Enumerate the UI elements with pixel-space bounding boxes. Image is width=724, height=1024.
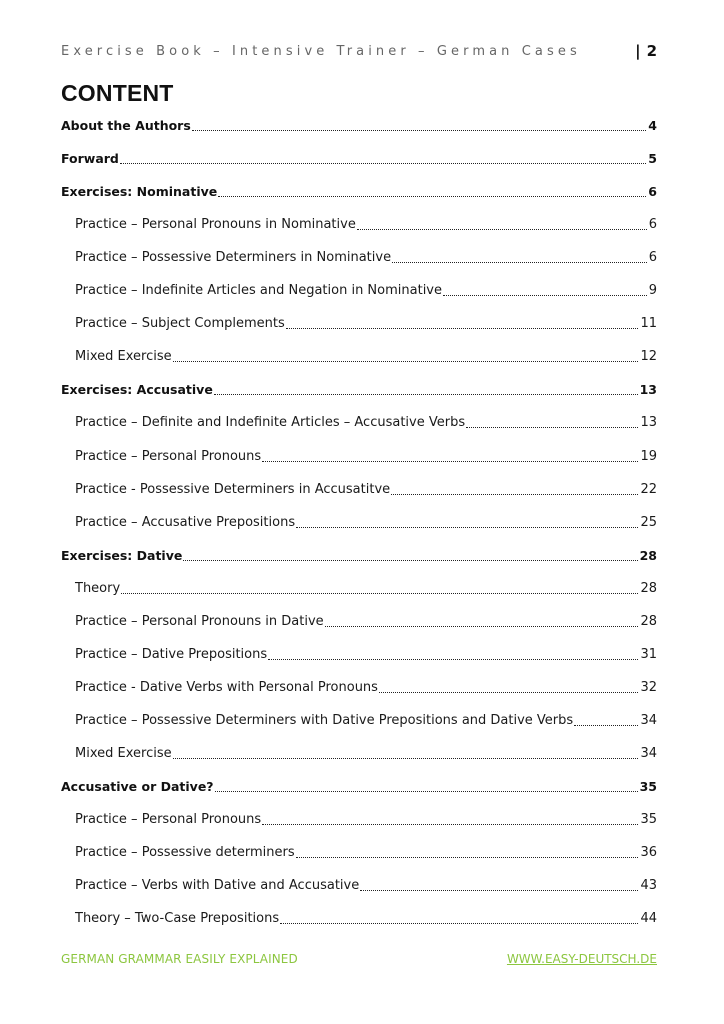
toc-entry-page-number: 35 — [640, 812, 657, 828]
toc-entry-title: Practice – Personal Pronouns — [75, 448, 262, 464]
toc-entry-title: Mixed Exercise — [75, 745, 172, 761]
toc-dot-leader — [268, 659, 638, 660]
footer-website-link[interactable]: WWW.EASY-DEUTSCH.DE — [506, 952, 657, 966]
header-page-number: 2 — [646, 42, 657, 60]
toc-subsection-entry[interactable] — [75, 514, 657, 532]
toc-entry-title: Practice – Definite and Indefinite Articles – Accusative Verbs — [75, 415, 466, 431]
toc-dot-leader — [120, 163, 646, 164]
footer-tagline: GERMAN GRAMMAR EASILY EXPLAINED — [61, 952, 298, 966]
toc-subsection-entry[interactable] — [75, 844, 657, 862]
toc-entry-title: Theory — [75, 580, 121, 596]
toc-entry-title: Mixed Exercise — [75, 349, 172, 365]
toc-entry-title: Theory – Two-Case Prepositions — [75, 911, 280, 927]
toc-entry-title: Practice - Possessive Determiners in Accusatitve — [75, 481, 391, 497]
toc-subsection-entry[interactable] — [75, 712, 657, 730]
toc-section-entry[interactable] — [61, 117, 657, 135]
toc-entry-page-number: 28 — [640, 613, 657, 629]
toc-subsection-entry[interactable] — [75, 481, 657, 499]
toc-entry-title: Practice – Personal Pronouns — [75, 812, 262, 828]
toc-entry-page-number: 22 — [640, 481, 657, 497]
toc-dot-leader — [262, 824, 638, 825]
toc-section-entry[interactable] — [61, 183, 657, 201]
toc-dot-leader — [296, 857, 639, 858]
toc-entry-page-number: 44 — [640, 911, 657, 927]
header-separator: | — [635, 42, 641, 60]
toc-dot-leader — [214, 394, 638, 395]
toc-dot-leader — [121, 593, 638, 594]
toc-subsection-entry[interactable] — [75, 249, 657, 267]
toc-dot-leader — [296, 527, 638, 528]
toc-entry-page-number: 34 — [640, 712, 657, 728]
toc-entry-page-number: 28 — [640, 580, 657, 596]
toc-entry-page-number: 6 — [648, 217, 657, 233]
toc-subsection-entry[interactable] — [75, 414, 657, 432]
toc-section-entry[interactable] — [61, 547, 657, 565]
toc-entry-page-number: 4 — [648, 118, 657, 133]
toc-entry-title: Exercises: Accusative — [61, 382, 213, 398]
toc-subsection-entry[interactable] — [75, 216, 657, 234]
toc-entry-page-number: 25 — [640, 514, 657, 530]
toc-dot-leader — [183, 560, 637, 561]
toc-section-entry[interactable] — [61, 150, 657, 168]
toc-subsection-entry[interactable] — [75, 745, 657, 763]
toc-section-entry[interactable] — [61, 381, 657, 399]
toc-dot-leader — [325, 626, 639, 627]
toc-entry-page-number: 31 — [640, 646, 657, 662]
toc-subsection-entry[interactable] — [75, 910, 657, 928]
toc-dot-leader — [262, 461, 638, 462]
toc-subsection-entry[interactable] — [75, 679, 657, 697]
toc-entry-title: Practice – Dative Prepositions — [75, 646, 268, 662]
toc-entry-title: Forward — [61, 151, 119, 167]
header-title: Exercise Book – Intensive Trainer – German Cases — [61, 44, 581, 59]
toc-dot-leader — [443, 295, 647, 296]
toc-entry-title: About the Authors — [61, 118, 191, 133]
toc-subsection-entry[interactable] — [75, 348, 657, 366]
toc-dot-leader — [574, 725, 638, 726]
toc-entry-title: Practice - Dative Verbs with Personal Pronouns — [75, 679, 378, 695]
toc-dot-leader — [379, 692, 639, 693]
toc-entry-page-number: 5 — [648, 151, 657, 167]
toc-subsection-entry[interactable] — [75, 315, 657, 333]
toc-entry-title: Practice – Personal Pronouns in Nominative — [75, 217, 356, 233]
toc-dot-leader — [173, 758, 639, 759]
toc-subsection-entry[interactable] — [75, 613, 657, 631]
toc-entry-page-number: 43 — [640, 878, 657, 894]
page-header — [61, 42, 657, 64]
toc-entry-title: Exercises: Dative — [61, 547, 183, 563]
toc-entry-page-number: 6 — [648, 250, 657, 266]
toc-entry-title: Practice – Possessive Determiners with Dative Prepositions and Dative Verbs — [75, 712, 574, 728]
toc-subsection-entry[interactable] — [75, 448, 657, 466]
toc-entry-title: Accusative or Dative? — [61, 779, 214, 794]
toc-dot-leader — [360, 890, 638, 891]
toc-subsection-entry[interactable] — [75, 877, 657, 895]
toc-entry-title: Practice – Personal Pronouns in Dative — [75, 613, 324, 629]
toc-dot-leader — [286, 328, 639, 329]
toc-entry-page-number: 13 — [640, 415, 657, 431]
toc-entry-page-number: 34 — [640, 745, 657, 761]
page-footer — [61, 952, 657, 970]
toc-entry-page-number: 13 — [639, 382, 657, 398]
toc-dot-leader — [215, 791, 638, 792]
toc-entry-page-number: 9 — [648, 283, 657, 299]
toc-entry-page-number: 32 — [640, 679, 657, 695]
toc-subsection-entry[interactable] — [75, 580, 657, 598]
toc-entry-title: Practice – Verbs with Dative and Accusative — [75, 878, 360, 894]
header-page-number-group — [635, 42, 657, 60]
toc-section-entry[interactable] — [61, 778, 657, 796]
toc-entry-title: Practice – Accusative Prepositions — [75, 514, 296, 530]
toc-dot-leader — [173, 361, 639, 362]
toc-entry-title: Exercises: Nominative — [61, 184, 218, 200]
toc-entry-title: Practice – Subject Complements — [75, 316, 285, 332]
toc-subsection-entry[interactable] — [75, 811, 657, 829]
toc-dot-leader — [192, 130, 647, 131]
toc-dot-leader — [391, 494, 638, 495]
toc-subsection-entry[interactable] — [75, 282, 657, 300]
toc-dot-leader — [392, 262, 647, 263]
toc-entry-page-number: 11 — [640, 316, 657, 332]
toc-subsection-entry[interactable] — [75, 646, 657, 664]
content-heading: CONTENT — [61, 80, 174, 106]
toc-entry-title: Practice – Indefinite Articles and Negation in Nominative — [75, 283, 442, 299]
toc-entry-page-number: 36 — [640, 845, 657, 861]
toc-entry-page-number: 19 — [640, 448, 657, 464]
toc-entry-title: Practice – Possessive Determiners in Nominative — [75, 250, 392, 266]
toc-dot-leader — [218, 196, 646, 197]
toc-entry-page-number: 6 — [648, 184, 657, 200]
toc-entry-page-number: 12 — [640, 349, 657, 365]
toc-dot-leader — [357, 229, 647, 230]
toc-entry-title: Practice – Possessive determiners — [75, 845, 295, 861]
toc-dot-leader — [280, 923, 638, 924]
toc-entry-page-number: 35 — [639, 779, 657, 794]
toc-dot-leader — [466, 427, 638, 428]
toc-entry-page-number: 28 — [639, 547, 657, 563]
